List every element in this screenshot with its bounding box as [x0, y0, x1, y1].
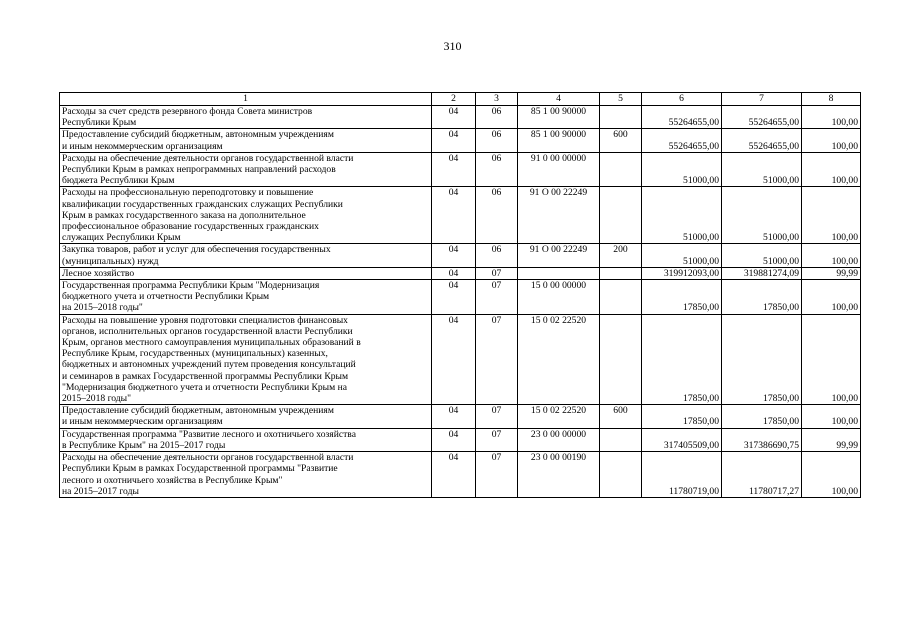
description-line: Республики Крым [62, 117, 137, 129]
row-description [60, 244, 432, 267]
executed-amount: 17850,00 [722, 314, 802, 405]
section-code: 04 [432, 267, 476, 279]
table-row [60, 314, 861, 405]
row-description [60, 152, 432, 187]
description-line: Предоставление субсидий бюджетным, автономным учреждениям [62, 129, 334, 141]
description-line: Крым, органов местного самоуправления муниципальных образований в [62, 337, 361, 349]
section-code: 04 [432, 129, 476, 152]
subsection-code: 06 [476, 152, 518, 187]
table-row [60, 280, 861, 315]
table-row [60, 152, 861, 187]
executed-amount: 11780717,27 [722, 452, 802, 498]
description-line: и иным некоммерческим организациям [62, 140, 223, 152]
description-line: и иным некоммерческим организациям [62, 416, 223, 428]
row-description [60, 267, 432, 279]
executed-amount: 51000,00 [722, 152, 802, 187]
subsection-code: 07 [476, 280, 518, 315]
expense-type-code [600, 152, 642, 187]
description-line: профессиональное образование государственных гражданских [62, 221, 319, 233]
description-line: Крым в рамках государственного заказа на дополнительное [62, 209, 306, 221]
target-article-code [518, 267, 600, 279]
subsection-code: 06 [476, 129, 518, 152]
column-header: 4 [518, 93, 600, 106]
section-code: 04 [432, 280, 476, 315]
subsection-code: 07 [476, 428, 518, 451]
section-code: 04 [432, 314, 476, 405]
table-row [60, 428, 861, 451]
target-article-code: 85 1 00 90000 [518, 106, 600, 129]
expense-type-code: 600 [600, 129, 642, 152]
subsection-code: 06 [476, 106, 518, 129]
description-line: Республике Крым, государственных (муниципальных) казенных, [62, 348, 328, 360]
planned-amount: 51000,00 [642, 152, 722, 187]
target-article-code: 91 О 00 22249 [518, 244, 600, 267]
column-header: 2 [432, 93, 476, 106]
column-header: 3 [476, 93, 518, 106]
description-line: Закупка товаров, работ и услуг для обеспечения государственных [62, 244, 331, 256]
row-description [60, 280, 432, 315]
executed-amount: 317386690,75 [722, 428, 802, 451]
description-line: в Республике Крым" на 2015–2017 годы [62, 439, 226, 451]
description-line: Расходы на профессиональную переподготовку и повышение [62, 187, 314, 199]
expense-type-code: 200 [600, 244, 642, 267]
table-row [60, 452, 861, 498]
expense-type-code [600, 187, 642, 244]
description-line: Республики Крым в рамках непрограммных направлений расходов [62, 164, 336, 176]
table-row [60, 129, 861, 152]
planned-amount: 11780719,00 [642, 452, 722, 498]
table-row [60, 106, 861, 129]
description-line: "Модернизация бюджетного учета и отчетности Республики Крым на [62, 381, 347, 393]
planned-amount: 17850,00 [642, 314, 722, 405]
description-line: бюджета Республики Крым [62, 175, 175, 187]
executed-amount: 51000,00 [722, 244, 802, 267]
description-line: Государственная программа "Развитие лесного и охотничьего хозяйства [62, 428, 356, 440]
expense-type-code [600, 452, 642, 498]
executed-amount: 17850,00 [722, 405, 802, 428]
expense-type-code [600, 280, 642, 315]
description-line: и семинаров в рамках Государственной программы Республики Крым [62, 370, 349, 382]
table-row [60, 405, 861, 428]
table-row [60, 187, 861, 244]
description-line: Государственная программа Республики Крым "Модернизация [62, 280, 320, 292]
expense-type-code [600, 314, 642, 405]
description-line: бюджетных и автономных учреждений путем проведения консультаций [62, 359, 356, 371]
target-article-code: 91 О 00 22249 [518, 187, 600, 244]
description-line: (муниципальных) нужд [62, 255, 159, 267]
subsection-code: 07 [476, 267, 518, 279]
section-code: 04 [432, 106, 476, 129]
target-article-code: 23 0 00 00000 [518, 428, 600, 451]
target-article-code: 15 0 00 00000 [518, 280, 600, 315]
row-description [60, 314, 432, 405]
section-code: 04 [432, 405, 476, 428]
section-code: 04 [432, 452, 476, 498]
description-line: Лесное хозяйство [62, 267, 135, 279]
description-line: Предоставление субсидий бюджетным, автономным учреждениям [62, 405, 334, 417]
subsection-code: 07 [476, 452, 518, 498]
section-code: 04 [432, 428, 476, 451]
column-header: 5 [600, 93, 642, 106]
target-article-code: 15 0 02 22520 [518, 314, 600, 405]
execution-percent: 100,00 [802, 452, 861, 498]
execution-percent: 100,00 [802, 187, 861, 244]
description-line: Расходы на обеспечение деятельности органов государственной власти [62, 452, 354, 464]
row-description [60, 452, 432, 498]
executed-amount: 319881274,09 [722, 267, 802, 279]
execution-percent: 100,00 [802, 129, 861, 152]
table-row [60, 267, 861, 279]
target-article-code: 23 0 00 00190 [518, 452, 600, 498]
column-header: 1 [60, 93, 432, 106]
description-line: служащих Республики Крым [62, 232, 181, 244]
execution-percent: 100,00 [802, 314, 861, 405]
planned-amount: 51000,00 [642, 187, 722, 244]
description-line: Расходы на повышение уровня подготовки специалистов финансовых [62, 314, 348, 326]
description-line: бюджетного учета и отчетности Республики Крым [62, 291, 270, 303]
row-description [60, 106, 432, 129]
description-line: Республики Крым в рамках Государственной программы "Развитие [62, 463, 338, 475]
execution-percent: 100,00 [802, 106, 861, 129]
execution-percent: 100,00 [802, 280, 861, 315]
table-row [60, 244, 861, 267]
page-number: 310 [443, 39, 462, 53]
expense-type-code: 600 [600, 405, 642, 428]
table-body [60, 106, 861, 498]
section-code: 04 [432, 187, 476, 244]
expense-type-code [600, 428, 642, 451]
budget-table [59, 92, 861, 498]
section-code: 04 [432, 152, 476, 187]
description-line: органов, исполнительных органов государственной власти Республики [62, 325, 353, 337]
description-line: 2015–2018 годы" [62, 393, 132, 405]
description-line: квалификации государственных гражданских служащих Республики [62, 198, 343, 210]
expense-type-code [600, 106, 642, 129]
description-line: лесного и охотничьего хозяйства в Республике Крым" [62, 474, 283, 486]
header-row [60, 93, 861, 106]
planned-amount: 55264655,00 [642, 106, 722, 129]
target-article-code: 85 1 00 90000 [518, 129, 600, 152]
planned-amount: 17850,00 [642, 405, 722, 428]
section-code: 04 [432, 244, 476, 267]
row-description [60, 187, 432, 244]
column-header: 8 [802, 93, 861, 106]
planned-amount: 51000,00 [642, 244, 722, 267]
subsection-code: 07 [476, 405, 518, 428]
planned-amount: 17850,00 [642, 280, 722, 315]
executed-amount: 55264655,00 [722, 129, 802, 152]
executed-amount: 55264655,00 [722, 106, 802, 129]
execution-percent: 100,00 [802, 244, 861, 267]
description-line: Расходы на обеспечение деятельности органов государственной власти [62, 152, 354, 164]
subsection-code: 06 [476, 187, 518, 244]
planned-amount: 317405509,00 [642, 428, 722, 451]
execution-percent: 100,00 [802, 152, 861, 187]
target-article-code: 15 0 02 22520 [518, 405, 600, 428]
description-line: на 2015–2017 годы [62, 485, 139, 497]
expense-type-code [600, 267, 642, 279]
row-description [60, 405, 432, 428]
target-article-code: 91 0 00 00000 [518, 152, 600, 187]
column-header: 6 [642, 93, 722, 106]
executed-amount: 17850,00 [722, 280, 802, 315]
planned-amount: 319912093,00 [642, 267, 722, 279]
subsection-code: 06 [476, 244, 518, 267]
planned-amount: 55264655,00 [642, 129, 722, 152]
description-line: Расходы за счет средств резервного фонда Совета министров [62, 106, 313, 117]
executed-amount: 51000,00 [722, 187, 802, 244]
row-description [60, 129, 432, 152]
row-description [60, 428, 432, 451]
execution-percent: 100,00 [802, 405, 861, 428]
execution-percent: 99,99 [802, 428, 861, 451]
description-line: на 2015–2018 годы" [62, 302, 143, 314]
subsection-code: 07 [476, 314, 518, 405]
column-header: 7 [722, 93, 802, 106]
execution-percent: 99,99 [802, 267, 861, 279]
